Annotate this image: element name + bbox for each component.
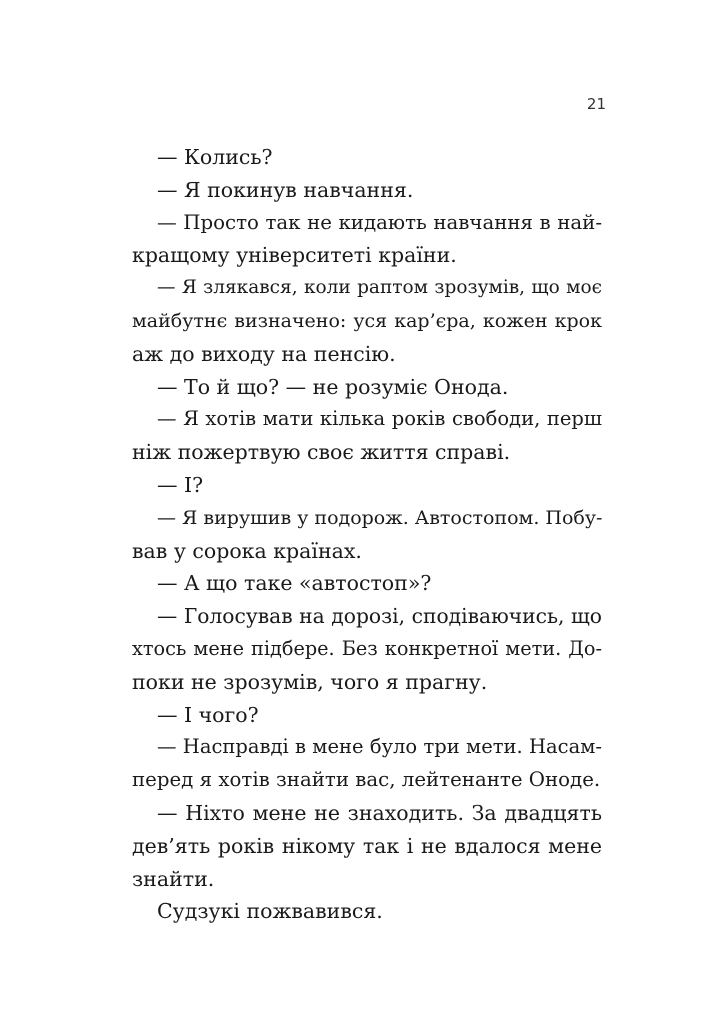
text-line: — І? [157,472,204,497]
text-line: — Я покинув навчання. [157,177,414,202]
text-line: вав у сорока країнах. [132,538,362,563]
text-line: ніж пожертвую своє життя справі. [132,440,511,465]
text-line: — Ніхто мене не знаходить. За двадцять [157,800,602,825]
text-line: — Я вирушив у подорож. Автостопом. Побу- [157,506,603,529]
text-line: — Я злякався, коли раптом зрозумів, що моє [157,277,602,299]
text-line: — Голосував на дорозі, сподіваючись, що [157,604,602,629]
text-line: перед я хотів знайти вас, лейтенанте Оноде. [132,768,601,792]
text-line: майбутнє визначено: уся кар’єра, кожен крок [132,309,602,332]
page-number: 21 [586,95,606,113]
text-line: кращому університеті країни. [132,243,457,268]
text-line: знайти. [132,866,215,891]
text-line: — Просто так не кидають навчання в най- [157,210,602,234]
text-line: аж до виходу на пенсію. [132,341,396,366]
text-line: — А що таке «автостоп»? [157,571,432,596]
text-line: поки не зрозумів, чого я прагну. [132,669,488,694]
text-line: — Насправді в мене було три мети. Насам- [157,735,602,759]
text-line: — То й що? — не розуміє Онода. [157,374,509,399]
body-text [132,141,602,928]
text-line: дев’ять років нікому так і не вдалося мене [132,833,602,858]
text-line: — Колись? [157,145,273,169]
text-line: Судзукі пожвавився. [157,899,383,924]
text-line: — І чого? [157,702,259,727]
text-line: — Я хотів мати кілька років свободи, перш [157,407,602,431]
text-line: хтось мене підбере. Без конкретної мети. До- [132,636,602,660]
